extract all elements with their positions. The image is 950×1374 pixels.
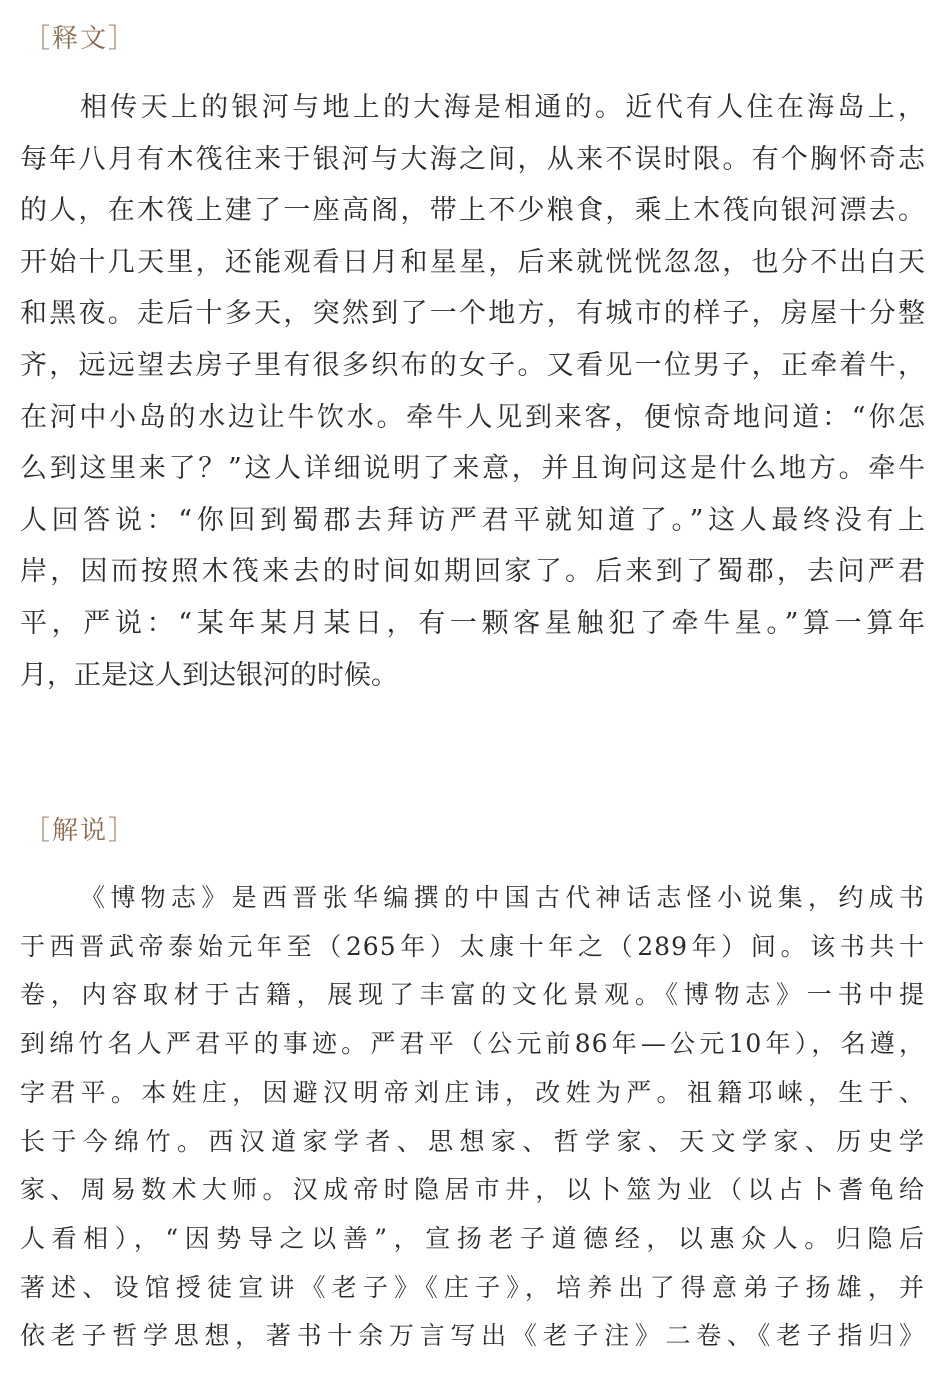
paragraph-line: 齐，远远望去房子里有很多织布的女子。又看见一位男子，正牵着牛，: [20, 349, 925, 381]
paragraph-line: 字君平。本姓庄，因避汉明帝刘庄讳，改姓为严。祖籍邛崃，生于、: [20, 1077, 925, 1107]
paragraph-line: 人回答说：“你回到蜀郡去拜访严君平就知道了。”这人最终没有上: [20, 504, 925, 536]
translation-paragraph: [20, 82, 925, 701]
paragraph-line: 依老子哲学思想，著书十余万言写出《老子注》二卷、《老子指归》: [20, 1321, 925, 1351]
commentary-heading: ［解说］: [24, 816, 137, 846]
paragraph-line: 每年八月有木筏往来于银河与大海之间，从来不误时限。有个胸怀奇志: [20, 143, 925, 175]
paragraph-line: 么到这里来了？”这人详细说明了来意，并且询问这是什么地方。牵牛: [20, 453, 925, 485]
paragraph-line: 著述、设馆授徒宣讲《老子》《庄子》，培养出了得意弟子扬雄，并: [20, 1272, 925, 1302]
paragraph-line: 到绵竹名人严君平的事迹。严君平（公元前86年—公元10年），名遵，: [20, 1029, 925, 1059]
paragraph-line: 长于今绵竹。西汉道家学者、思想家、哲学家、天文学家、历史学: [20, 1126, 925, 1156]
paragraph-line: 人看相），“因势导之以善”，宣扬老子道德经，以惠众人。归隐后: [20, 1223, 925, 1253]
commentary-paragraph: [20, 874, 925, 1361]
paragraph-line: 开始十几天里，还能观看日月和星星，后来就恍恍忽忽，也分不出白天: [20, 246, 925, 278]
paragraph-line: 月，正是这人到达银河的时候。: [20, 659, 398, 691]
translation-heading: ［释文］: [24, 24, 137, 54]
paragraph-line: 家、周易数术大师。汉成帝时隐居市井，以卜筮为业（以占卜耆龟给: [20, 1175, 925, 1205]
paragraph-line: 卷，内容取材于古籍，展现了丰富的文化景观。《博物志》一书中提: [20, 980, 925, 1010]
paragraph-line: 和黑夜。走后十多天，突然到了一个地方，有城市的样子，房屋十分整: [20, 298, 925, 330]
paragraph-line: 岸，因而按照木筏来去的时间如期回家了。后来到了蜀郡，去问严君: [20, 556, 925, 588]
paragraph-line: 的人，在木筏上建了一座高阁，带上不少粮食，乘上木筏向银河漂去。: [20, 195, 925, 227]
paragraph-line: 于西晋武帝泰始元年至（265年）太康十年之（289年）间。该书共十: [20, 931, 925, 961]
paragraph-line: 《博物志》是西晋张华编撰的中国古代神话志怪小说集，约成书: [80, 883, 925, 912]
paragraph-line: 相传天上的银河与地上的大海是相通的。近代有人住在海岛上，: [80, 92, 925, 123]
paragraph-line: 平，严说：“某年某月某日，有一颗客星触犯了牵牛星。”算一算年: [20, 607, 925, 639]
paragraph-line: 在河中小岛的水边让牛饮水。牵牛人见到来客，便惊奇地问道：“你怎: [20, 401, 925, 433]
